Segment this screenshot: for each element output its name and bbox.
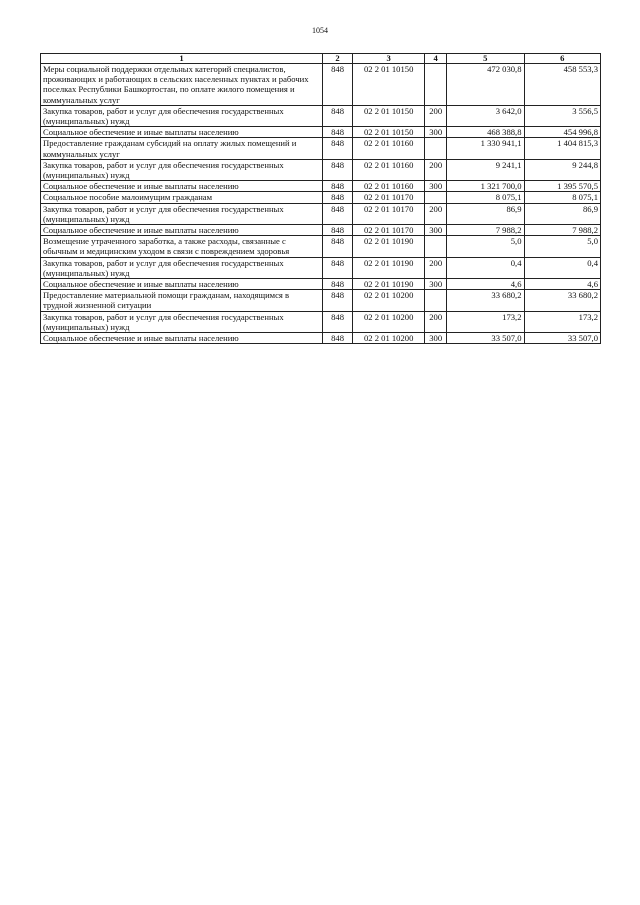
cell-amount-2: 173,2 (524, 311, 601, 332)
table-row (41, 279, 601, 290)
cell-admin-code: 848 (323, 290, 353, 311)
cell-description: Социальное обеспечение и иные выплаты населению (41, 333, 323, 344)
cell-amount-2: 33 680,2 (524, 290, 601, 311)
cell-admin-code: 848 (323, 159, 353, 180)
cell-description: Закупка товаров, работ и услуг для обеспечения государственных (муниципальных) нужд (41, 105, 323, 126)
cell-description: Закупка товаров, работ и услуг для обеспечения государственных (муниципальных) нужд (41, 257, 323, 278)
cell-admin-code: 848 (323, 127, 353, 138)
cell-admin-code: 848 (323, 311, 353, 332)
header-col-4: 4 (425, 54, 447, 64)
cell-amount-1: 472 030,8 (447, 64, 524, 106)
cell-admin-code: 848 (323, 236, 353, 257)
cell-expense-type: 300 (425, 225, 447, 236)
table-row (41, 311, 601, 332)
cell-amount-2: 8 075,1 (524, 192, 601, 203)
cell-target-code: 02 2 01 10160 (353, 159, 425, 180)
cell-target-code: 02 2 01 10150 (353, 105, 425, 126)
cell-admin-code: 848 (323, 203, 353, 224)
cell-target-code: 02 2 01 10160 (353, 181, 425, 192)
cell-amount-1: 173,2 (447, 311, 524, 332)
table-row (41, 105, 601, 126)
cell-target-code: 02 2 01 10170 (353, 203, 425, 224)
table-row (41, 257, 601, 278)
cell-amount-2: 9 244,8 (524, 159, 601, 180)
cell-amount-1: 468 388,8 (447, 127, 524, 138)
table-row (41, 181, 601, 192)
header-col-6: 6 (524, 54, 601, 64)
cell-description: Социальное обеспечение и иные выплаты населению (41, 279, 323, 290)
cell-description: Социальное пособие малоимущим гражданам (41, 192, 323, 203)
cell-admin-code: 848 (323, 225, 353, 236)
cell-description: Предоставление гражданам субсидий на оплату жилых помещений и коммунальных услуг (41, 138, 323, 159)
table-row (41, 290, 601, 311)
cell-admin-code: 848 (323, 192, 353, 203)
cell-amount-2: 4,6 (524, 279, 601, 290)
cell-target-code: 02 2 01 10170 (353, 225, 425, 236)
cell-amount-2: 86,9 (524, 203, 601, 224)
table-row (41, 138, 601, 159)
header-col-2: 2 (323, 54, 353, 64)
cell-target-code: 02 2 01 10200 (353, 311, 425, 332)
cell-admin-code: 848 (323, 257, 353, 278)
table-row (41, 236, 601, 257)
cell-expense-type (425, 192, 447, 203)
cell-amount-1: 1 321 700,0 (447, 181, 524, 192)
cell-expense-type (425, 236, 447, 257)
cell-amount-2: 1 404 815,3 (524, 138, 601, 159)
cell-target-code: 02 2 01 10150 (353, 127, 425, 138)
table-row (41, 127, 601, 138)
cell-description: Социальное обеспечение и иные выплаты населению (41, 127, 323, 138)
cell-expense-type (425, 64, 447, 106)
cell-amount-1: 33 680,2 (447, 290, 524, 311)
cell-expense-type: 200 (425, 105, 447, 126)
cell-expense-type (425, 290, 447, 311)
page-number: 1054 (312, 26, 328, 35)
cell-target-code: 02 2 01 10160 (353, 138, 425, 159)
cell-target-code: 02 2 01 10190 (353, 279, 425, 290)
cell-admin-code: 848 (323, 333, 353, 344)
cell-target-code: 02 2 01 10190 (353, 236, 425, 257)
cell-amount-1: 0,4 (447, 257, 524, 278)
cell-description: Социальное обеспечение и иные выплаты населению (41, 225, 323, 236)
table-row (41, 225, 601, 236)
cell-expense-type: 300 (425, 127, 447, 138)
cell-amount-1: 1 330 941,1 (447, 138, 524, 159)
cell-admin-code: 848 (323, 279, 353, 290)
cell-expense-type: 300 (425, 333, 447, 344)
table-row (41, 159, 601, 180)
table-body (41, 64, 601, 344)
cell-expense-type: 200 (425, 159, 447, 180)
cell-target-code: 02 2 01 10170 (353, 192, 425, 203)
cell-expense-type: 300 (425, 279, 447, 290)
table-row (41, 333, 601, 344)
cell-amount-1: 5,0 (447, 236, 524, 257)
cell-description: Закупка товаров, работ и услуг для обеспечения государственных (муниципальных) нужд (41, 311, 323, 332)
header-col-3: 3 (353, 54, 425, 64)
cell-expense-type: 200 (425, 203, 447, 224)
cell-amount-2: 1 395 570,5 (524, 181, 601, 192)
cell-admin-code: 848 (323, 181, 353, 192)
budget-table (40, 53, 601, 344)
header-row (41, 54, 601, 64)
cell-expense-type: 200 (425, 257, 447, 278)
cell-amount-2: 458 553,3 (524, 64, 601, 106)
cell-target-code: 02 2 01 10190 (353, 257, 425, 278)
cell-target-code: 02 2 01 10200 (353, 333, 425, 344)
table-row (41, 64, 601, 106)
cell-admin-code: 848 (323, 64, 353, 106)
cell-amount-1: 8 075,1 (447, 192, 524, 203)
cell-amount-2: 3 556,5 (524, 105, 601, 126)
cell-description: Меры социальной поддержки отдельных категорий специалистов, проживающих и работающих в сельских населенных пунктах и рабочих поселках Республики Башкортостан, по оплате жилого помещения и коммунальных услуг (41, 64, 323, 106)
cell-amount-1: 4,6 (447, 279, 524, 290)
cell-description: Социальное обеспечение и иные выплаты населению (41, 181, 323, 192)
cell-amount-1: 3 642,0 (447, 105, 524, 126)
cell-admin-code: 848 (323, 138, 353, 159)
cell-amount-2: 7 988,2 (524, 225, 601, 236)
cell-amount-2: 454 996,8 (524, 127, 601, 138)
cell-amount-1: 86,9 (447, 203, 524, 224)
cell-description: Закупка товаров, работ и услуг для обеспечения государственных (муниципальных) нужд (41, 159, 323, 180)
cell-expense-type: 300 (425, 181, 447, 192)
cell-amount-1: 33 507,0 (447, 333, 524, 344)
cell-expense-type: 200 (425, 311, 447, 332)
cell-target-code: 02 2 01 10150 (353, 64, 425, 106)
cell-expense-type (425, 138, 447, 159)
table-row (41, 203, 601, 224)
cell-amount-1: 9 241,1 (447, 159, 524, 180)
cell-target-code: 02 2 01 10200 (353, 290, 425, 311)
cell-amount-2: 5,0 (524, 236, 601, 257)
header-col-1: 1 (41, 54, 323, 64)
cell-amount-2: 33 507,0 (524, 333, 601, 344)
cell-description: Закупка товаров, работ и услуг для обеспечения государственных (муниципальных) нужд (41, 203, 323, 224)
cell-amount-2: 0,4 (524, 257, 601, 278)
table-row (41, 192, 601, 203)
cell-description: Возмещение утраченного заработка, а также расходы, связанные с обычным и медицинским уходом в связи с повреждением здоровья (41, 236, 323, 257)
header-col-5: 5 (447, 54, 524, 64)
cell-description: Предоставление материальной помощи гражданам, находящимся в трудной жизненной ситуации (41, 290, 323, 311)
cell-admin-code: 848 (323, 105, 353, 126)
cell-amount-1: 7 988,2 (447, 225, 524, 236)
